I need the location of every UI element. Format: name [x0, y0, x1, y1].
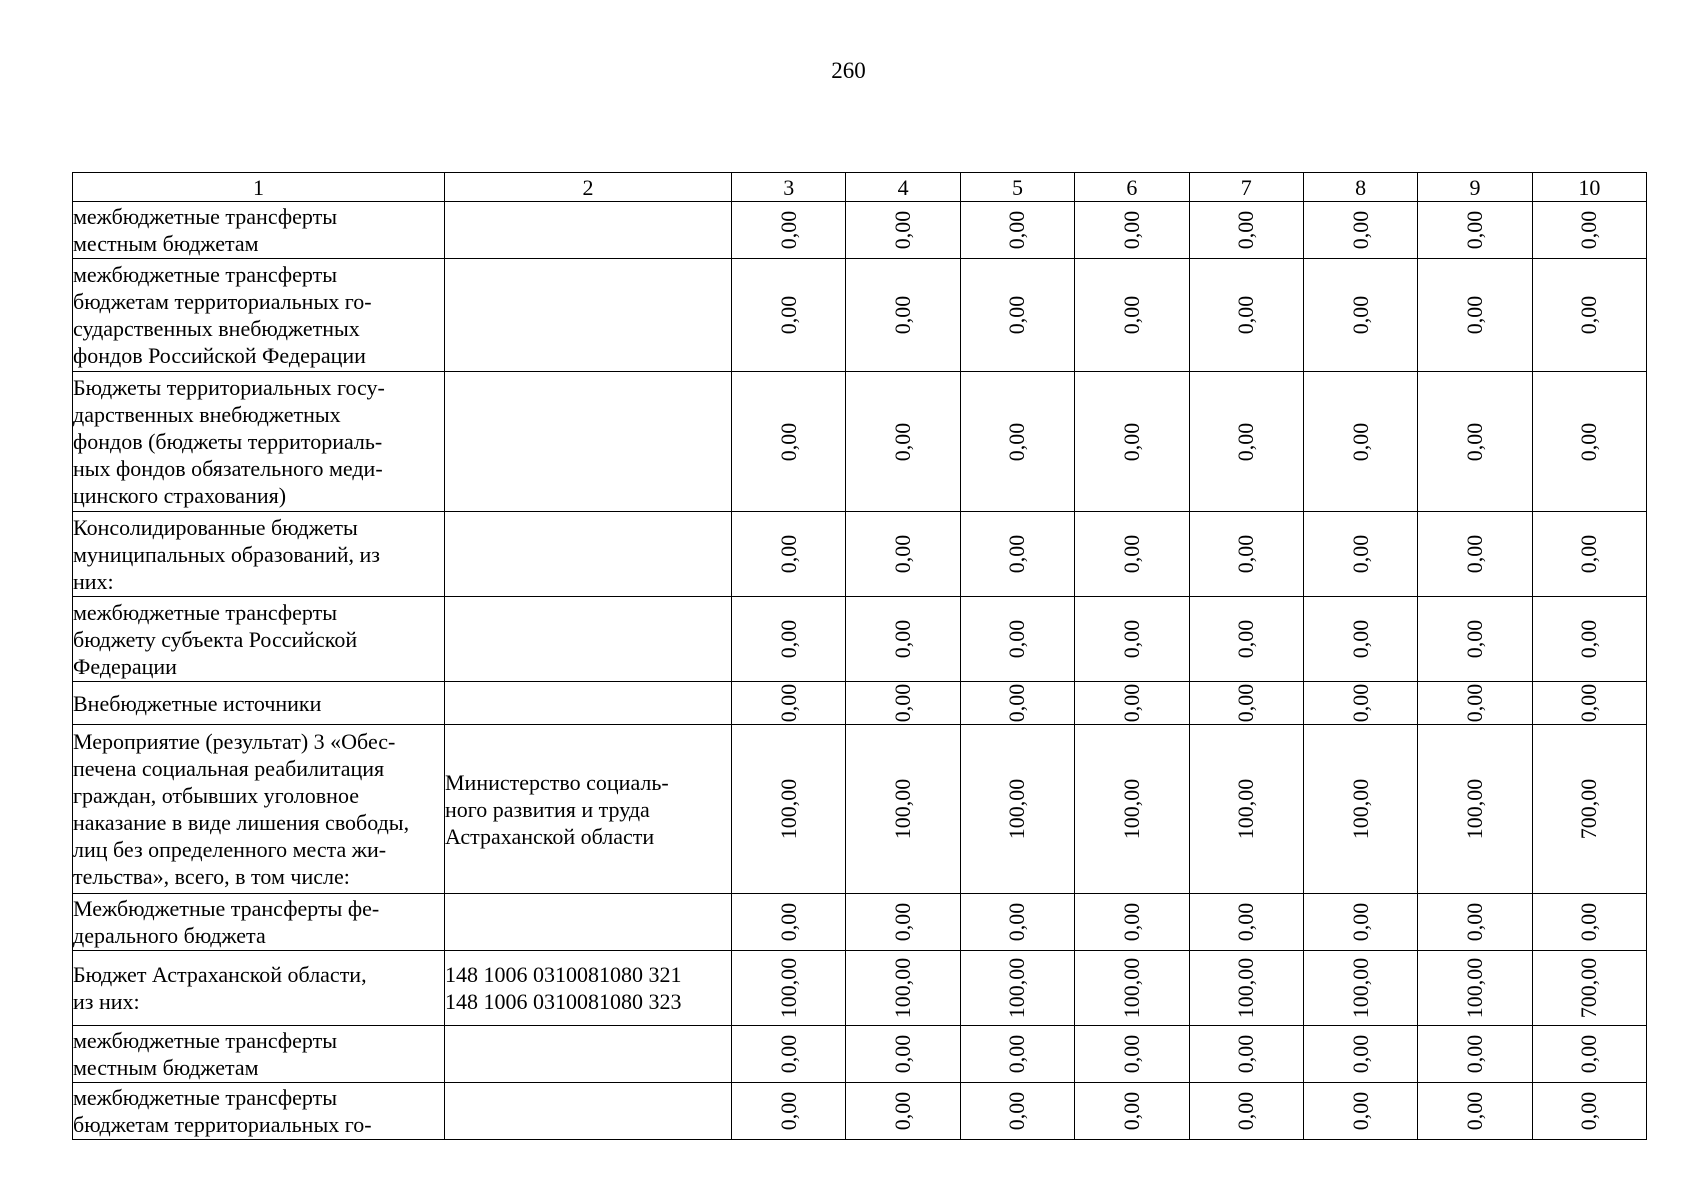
table-row: [73, 372, 1647, 512]
value-text: 0,00: [775, 1091, 801, 1131]
value-text: 0,00: [1233, 534, 1259, 574]
value-text: 700,00: [1576, 778, 1602, 840]
value-text: 0,00: [890, 902, 916, 942]
row-code-line: 148 1006 0310081080 321: [445, 962, 682, 987]
value-cell: [732, 894, 846, 951]
value-text: 100,00: [1004, 778, 1030, 840]
column-header: 9: [1418, 173, 1532, 202]
row-label-cell: [73, 597, 445, 682]
value-cell: [1075, 682, 1189, 725]
value-text: 0,00: [890, 210, 916, 250]
value-text: 100,00: [1004, 957, 1030, 1019]
row-label-line: дерального бюджета: [73, 923, 266, 948]
value-cell: [1303, 682, 1417, 725]
value-text: 0,00: [1462, 422, 1488, 461]
row-label-cell: [73, 1026, 445, 1083]
value-text: 0,00: [1347, 1091, 1373, 1131]
value-cell: [1189, 597, 1303, 682]
row-code-cell: [445, 894, 732, 951]
value-cell: [960, 725, 1074, 894]
value-cell: [960, 597, 1074, 682]
value-cell: [1303, 894, 1417, 951]
value-text: 100,00: [775, 778, 801, 840]
value-text: 0,00: [1004, 1034, 1030, 1074]
row-code-cell: [445, 202, 732, 259]
value-cell: [1418, 372, 1532, 512]
value-cell: [1418, 1026, 1532, 1083]
value-text: 0,00: [1462, 1034, 1488, 1074]
value-cell: [1418, 597, 1532, 682]
value-text: 0,00: [775, 619, 801, 659]
value-cell: [846, 1026, 960, 1083]
value-text: 0,00: [1462, 295, 1488, 335]
row-code-cell: [445, 597, 732, 682]
row-code-line: Министерство социаль-: [445, 769, 669, 795]
row-label-line: лиц без определенного места жи-: [73, 837, 387, 862]
row-label-line: тельства», всего, в том числе:: [73, 864, 350, 889]
value-cell: [1532, 725, 1646, 894]
value-text: 100,00: [1347, 778, 1373, 840]
value-cell: [1532, 951, 1646, 1026]
value-cell: [1075, 372, 1189, 512]
value-cell: [1189, 682, 1303, 725]
value-cell: [1189, 725, 1303, 894]
value-text: 0,00: [775, 422, 801, 461]
value-text: 0,00: [1118, 295, 1144, 335]
row-label-line: ных фондов обязательного меди-: [73, 456, 383, 481]
column-header: 1: [73, 173, 445, 202]
value-cell: [1189, 894, 1303, 951]
value-cell: [1303, 725, 1417, 894]
value-text: 100,00: [1118, 957, 1144, 1019]
value-cell: [960, 202, 1074, 259]
row-code-line: 148 1006 0310081080 323: [445, 989, 682, 1014]
row-label-cell: [73, 512, 445, 597]
value-text: 0,00: [1004, 295, 1030, 335]
value-cell: [732, 597, 846, 682]
row-label-line: печена социальная реабилитация: [73, 756, 385, 781]
row-label-line: Мероприятие (результат) 3 «Обес-: [73, 729, 396, 754]
value-cell: [960, 894, 1074, 951]
row-label-line: Бюджеты территориальных госу-: [73, 375, 385, 400]
value-text: 0,00: [890, 683, 916, 723]
column-header: 10: [1532, 173, 1646, 202]
value-cell: [1532, 682, 1646, 725]
table-row: [73, 894, 1647, 951]
value-text: 0,00: [890, 534, 916, 574]
value-cell: [1303, 1026, 1417, 1083]
row-label-cell: [73, 1083, 445, 1140]
table-row: [73, 682, 1647, 725]
value-text: 0,00: [1576, 295, 1602, 335]
budget-table: [72, 172, 1647, 1140]
value-cell: [960, 372, 1074, 512]
value-text: 0,00: [1233, 1034, 1259, 1074]
value-cell: [960, 1026, 1074, 1083]
value-cell: [960, 1083, 1074, 1140]
value-cell: [1532, 894, 1646, 951]
value-cell: [846, 1083, 960, 1140]
value-cell: [846, 512, 960, 597]
value-text: 0,00: [1233, 619, 1259, 659]
value-cell: [846, 597, 960, 682]
value-cell: [846, 259, 960, 372]
value-text: 0,00: [1462, 210, 1488, 250]
row-label-line: муниципальных образований, из: [73, 541, 380, 567]
value-cell: [732, 1083, 846, 1140]
value-cell: [1189, 1083, 1303, 1140]
value-text: 700,00: [1576, 957, 1602, 1019]
row-label-cell: [73, 202, 445, 259]
page-number: 260: [831, 58, 866, 83]
value-text: 0,00: [1118, 902, 1144, 942]
value-text: 0,00: [1576, 422, 1602, 461]
value-text: 0,00: [1118, 683, 1144, 723]
value-text: 0,00: [1004, 902, 1030, 942]
value-cell: [1418, 1083, 1532, 1140]
value-cell: [732, 1026, 846, 1083]
row-label-line: граждан, отбывших уголовное: [73, 783, 359, 808]
value-text: 0,00: [775, 1034, 801, 1074]
row-label-line: межбюджетные трансферты: [73, 1028, 337, 1053]
value-text: 0,00: [1118, 1034, 1144, 1074]
value-text: 100,00: [775, 957, 801, 1019]
row-label-line: Федерации: [73, 653, 177, 679]
value-cell: [1532, 259, 1646, 372]
value-cell: [960, 682, 1074, 725]
value-text: 0,00: [1347, 534, 1373, 574]
value-text: 0,00: [1347, 210, 1373, 250]
row-label-line: фондов (бюджеты территориаль-: [73, 429, 383, 454]
value-text: 0,00: [890, 1034, 916, 1074]
value-text: 100,00: [1233, 957, 1259, 1019]
value-cell: [960, 512, 1074, 597]
row-label-line: бюджетам территориальных го-: [73, 289, 372, 314]
table-row: [73, 1083, 1647, 1140]
row-label-line: межбюджетные трансферты: [73, 599, 337, 625]
value-cell: [1303, 512, 1417, 597]
value-text: 0,00: [1347, 295, 1373, 335]
row-label-line: бюджету субъекта Российской: [73, 626, 358, 652]
value-cell: [846, 894, 960, 951]
header-row: [73, 173, 1647, 202]
value-text: 0,00: [1233, 210, 1259, 250]
value-text: 100,00: [1347, 957, 1373, 1019]
value-text: 100,00: [1118, 778, 1144, 840]
value-cell: [1075, 597, 1189, 682]
row-code-cell: [445, 725, 732, 894]
value-text: 0,00: [1233, 683, 1259, 723]
value-text: 0,00: [1118, 422, 1144, 461]
value-cell: [1075, 1083, 1189, 1140]
row-label-cell: [73, 682, 445, 725]
value-cell: [846, 725, 960, 894]
value-text: 0,00: [1576, 534, 1602, 574]
value-text: 0,00: [1462, 902, 1488, 942]
row-label-cell: [73, 894, 445, 951]
table-row: [73, 512, 1647, 597]
value-text: 0,00: [1004, 619, 1030, 659]
value-text: 0,00: [1462, 683, 1488, 723]
value-cell: [1189, 259, 1303, 372]
row-label-cell: [73, 259, 445, 372]
value-cell: [1418, 725, 1532, 894]
value-cell: [1075, 951, 1189, 1026]
value-cell: [732, 512, 846, 597]
value-cell: [1189, 202, 1303, 259]
value-cell: [1075, 725, 1189, 894]
row-label-line: местным бюджетам: [73, 1055, 259, 1080]
value-cell: [1303, 372, 1417, 512]
value-text: 0,00: [890, 295, 916, 335]
column-header: 2: [445, 173, 732, 202]
column-header: 3: [732, 173, 846, 202]
value-text: 100,00: [1233, 778, 1259, 840]
value-text: 0,00: [1576, 1091, 1602, 1131]
value-cell: [732, 951, 846, 1026]
row-label-cell: [73, 372, 445, 512]
value-cell: [1418, 512, 1532, 597]
value-text: 0,00: [1118, 534, 1144, 574]
value-text: 0,00: [1462, 619, 1488, 659]
value-cell: [1189, 372, 1303, 512]
value-text: 0,00: [890, 1091, 916, 1131]
value-text: 0,00: [1004, 534, 1030, 574]
row-code-cell: [445, 512, 732, 597]
value-text: 0,00: [1576, 619, 1602, 659]
value-cell: [846, 951, 960, 1026]
value-cell: [1532, 1083, 1646, 1140]
column-header: 7: [1189, 173, 1303, 202]
value-text: 100,00: [1462, 957, 1488, 1019]
value-text: 0,00: [1347, 619, 1373, 659]
value-cell: [1189, 951, 1303, 1026]
row-code-cell: [445, 1026, 732, 1083]
value-cell: [1303, 597, 1417, 682]
table-row: [73, 259, 1647, 372]
value-cell: [1303, 1083, 1417, 1140]
value-text: 0,00: [1576, 1034, 1602, 1074]
row-label-line: межбюджетные трансферты: [73, 204, 337, 229]
value-text: 0,00: [775, 295, 801, 335]
value-cell: [1075, 894, 1189, 951]
value-cell: [732, 725, 846, 894]
row-label-cell: [73, 951, 445, 1026]
table-row: [73, 1026, 1647, 1083]
row-code-line: Астраханской области: [445, 823, 655, 849]
row-code-cell: [445, 682, 732, 725]
value-text: 0,00: [1576, 683, 1602, 723]
value-cell: [732, 372, 846, 512]
table-row: [73, 202, 1647, 259]
row-label-cell: [73, 725, 445, 894]
row-code-cell: [445, 372, 732, 512]
value-text: 0,00: [1118, 210, 1144, 250]
row-label-line: сударственных внебюджетных: [73, 316, 360, 341]
value-cell: [846, 202, 960, 259]
row-label-line: бюджетам территориальных го-: [73, 1112, 372, 1137]
row-label-line: Внебюджетные источники: [73, 690, 322, 716]
value-text: 0,00: [1576, 902, 1602, 942]
value-text: 100,00: [890, 957, 916, 1019]
value-text: 0,00: [1576, 210, 1602, 250]
value-cell: [1303, 202, 1417, 259]
table-row: [73, 725, 1647, 894]
table-row: [73, 597, 1647, 682]
value-cell: [960, 259, 1074, 372]
row-code-cell: [445, 951, 732, 1026]
value-text: 0,00: [1347, 1034, 1373, 1074]
value-cell: [846, 682, 960, 725]
value-text: 0,00: [1004, 422, 1030, 461]
value-cell: [732, 202, 846, 259]
value-text: 0,00: [1347, 902, 1373, 942]
row-label-line: межбюджетные трансферты: [73, 262, 337, 287]
value-text: 0,00: [1233, 295, 1259, 335]
value-cell: [1532, 1026, 1646, 1083]
row-code-cell: [445, 259, 732, 372]
value-cell: [1418, 202, 1532, 259]
value-cell: [1532, 512, 1646, 597]
row-label-line: цинского страхования): [73, 483, 287, 508]
value-cell: [1075, 259, 1189, 372]
value-cell: [1418, 259, 1532, 372]
value-cell: [1189, 1026, 1303, 1083]
value-text: 0,00: [1347, 422, 1373, 461]
row-label-line: дарственных внебюджетных: [73, 402, 341, 427]
value-cell: [1075, 1026, 1189, 1083]
row-code-line: ного развития и труда: [445, 796, 650, 822]
value-text: 0,00: [890, 422, 916, 461]
row-label-line: местным бюджетам: [73, 231, 259, 256]
row-label-line: межбюджетные трансферты: [73, 1085, 337, 1110]
value-cell: [1075, 202, 1189, 259]
value-text: 0,00: [1347, 683, 1373, 723]
value-cell: [1303, 951, 1417, 1026]
column-header: 4: [846, 173, 960, 202]
value-cell: [1075, 512, 1189, 597]
value-text: 0,00: [1118, 1091, 1144, 1131]
row-label-line: Консолидированные бюджеты: [73, 514, 358, 540]
value-cell: [1532, 597, 1646, 682]
value-text: 0,00: [775, 902, 801, 942]
row-label-line: Бюджет Астраханской области,: [73, 962, 367, 987]
value-text: 0,00: [1233, 422, 1259, 461]
value-text: 0,00: [775, 534, 801, 574]
value-text: 0,00: [775, 683, 801, 723]
value-cell: [1532, 372, 1646, 512]
value-cell: [1418, 894, 1532, 951]
value-text: 0,00: [775, 210, 801, 250]
value-text: 0,00: [1004, 683, 1030, 723]
value-cell: [960, 951, 1074, 1026]
column-header: 6: [1075, 173, 1189, 202]
value-cell: [732, 682, 846, 725]
value-cell: [732, 259, 846, 372]
row-label-line: наказание в виде лишения свободы,: [73, 810, 410, 835]
value-text: 100,00: [890, 778, 916, 840]
value-cell: [1418, 951, 1532, 1026]
value-text: 0,00: [1233, 902, 1259, 942]
table-row: [73, 951, 1647, 1026]
row-label-line: из них:: [73, 989, 140, 1014]
value-text: 0,00: [1118, 619, 1144, 659]
value-text: 0,00: [1004, 210, 1030, 250]
row-label-line: фондов Российской Федерации: [73, 343, 366, 368]
row-label-line: них:: [73, 568, 114, 594]
value-text: 0,00: [1462, 534, 1488, 574]
value-text: 0,00: [1462, 1091, 1488, 1131]
value-text: 100,00: [1462, 778, 1488, 840]
value-cell: [1303, 259, 1417, 372]
row-code-cell: [445, 1083, 732, 1140]
value-cell: [846, 372, 960, 512]
column-header: 5: [960, 173, 1074, 202]
value-cell: [1418, 682, 1532, 725]
column-header: 8: [1303, 173, 1417, 202]
value-text: 0,00: [1004, 1091, 1030, 1131]
value-text: 0,00: [1233, 1091, 1259, 1131]
value-cell: [1532, 202, 1646, 259]
value-text: 0,00: [890, 619, 916, 659]
value-cell: [1189, 512, 1303, 597]
row-label-line: Межбюджетные трансферты фе-: [73, 896, 380, 921]
